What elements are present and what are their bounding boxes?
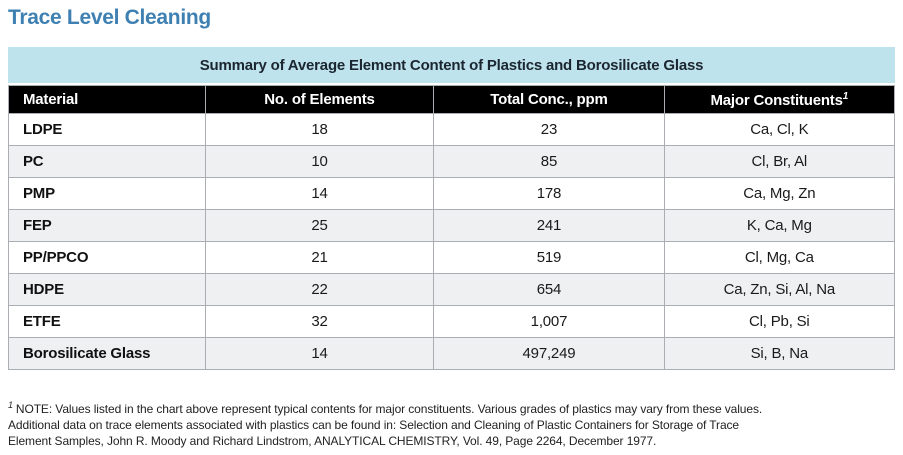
constituents-cell: Cl, Mg, Ca — [664, 242, 894, 274]
constituents-cell: Cl, Pb, Si — [664, 306, 894, 338]
footnote-marker: 1 — [842, 90, 849, 102]
elements-cell: 14 — [205, 178, 434, 210]
footnote-line-3: Element Samples, John R. Moody and Richard Lindstrom, ANALYTICAL CHEMISTRY, Vol. 49, Page 2264, December 1977. — [8, 434, 657, 448]
material-cell: FEP — [9, 210, 206, 242]
column-header-constituents — [664, 86, 894, 114]
elements-cell: 18 — [205, 114, 434, 146]
elements-cell: 10 — [205, 146, 434, 178]
constituents-cell: K, Ca, Mg — [664, 210, 894, 242]
table-row — [9, 178, 895, 210]
column-header-material: Material — [9, 86, 206, 114]
material-cell: PMP — [9, 178, 206, 210]
column-header-elements: No. of Elements — [205, 86, 434, 114]
material-cell: HDPE — [9, 274, 206, 306]
table-row — [9, 338, 895, 370]
column-header-constituents-label: Major Constituents — [710, 91, 843, 109]
constituents-cell: Ca, Zn, Si, Al, Na — [664, 274, 894, 306]
data-table — [8, 85, 895, 370]
table-row — [9, 210, 895, 242]
footnote-line-2: Additional data on trace elements associated with plastics can be found in: Selection and Cleaning of Plastic Containers for Storage of Trace — [8, 418, 740, 432]
elements-cell: 14 — [205, 338, 434, 370]
footnote-sup: 1 — [8, 400, 13, 410]
table-row — [9, 146, 895, 178]
material-cell: PP/PPCO — [9, 242, 206, 274]
constituents-cell: Ca, Cl, K — [664, 114, 894, 146]
elements-cell: 32 — [205, 306, 434, 338]
constituents-cell: Ca, Mg, Zn — [664, 178, 894, 210]
table-row — [9, 306, 895, 338]
conc-cell: 85 — [434, 146, 664, 178]
table-row — [9, 114, 895, 146]
conc-cell: 1,007 — [434, 306, 664, 338]
constituents-cell: Cl, Br, Al — [664, 146, 894, 178]
table-header-row — [9, 86, 895, 114]
conc-cell: 23 — [434, 114, 664, 146]
table-row — [9, 274, 895, 306]
page-title: Trace Level Cleaning — [8, 6, 211, 29]
table-row — [9, 242, 895, 274]
footnote — [8, 397, 895, 449]
material-cell: ETFE — [9, 306, 206, 338]
column-header-conc: Total Conc., ppm — [434, 86, 664, 114]
conc-cell: 654 — [434, 274, 664, 306]
material-cell: LDPE — [9, 114, 206, 146]
elements-cell: 25 — [205, 210, 434, 242]
table-caption: Summary of Average Element Content of Plastics and Borosilicate Glass — [8, 47, 895, 85]
element-content-table — [8, 47, 895, 370]
constituents-cell: Si, B, Na — [664, 338, 894, 370]
conc-cell: 241 — [434, 210, 664, 242]
conc-cell: 497,249 — [434, 338, 664, 370]
elements-cell: 22 — [205, 274, 434, 306]
conc-cell: 178 — [434, 178, 664, 210]
footnote-line-1-text: NOTE: Values listed in the chart above represent typical contents for major constituents. Various grades of plastics may vary from these values. — [15, 402, 763, 416]
footnote-line-1 — [8, 397, 895, 417]
conc-cell: 519 — [434, 242, 664, 274]
material-cell: Borosilicate Glass — [9, 338, 206, 370]
elements-cell: 21 — [205, 242, 434, 274]
material-cell: PC — [9, 146, 206, 178]
